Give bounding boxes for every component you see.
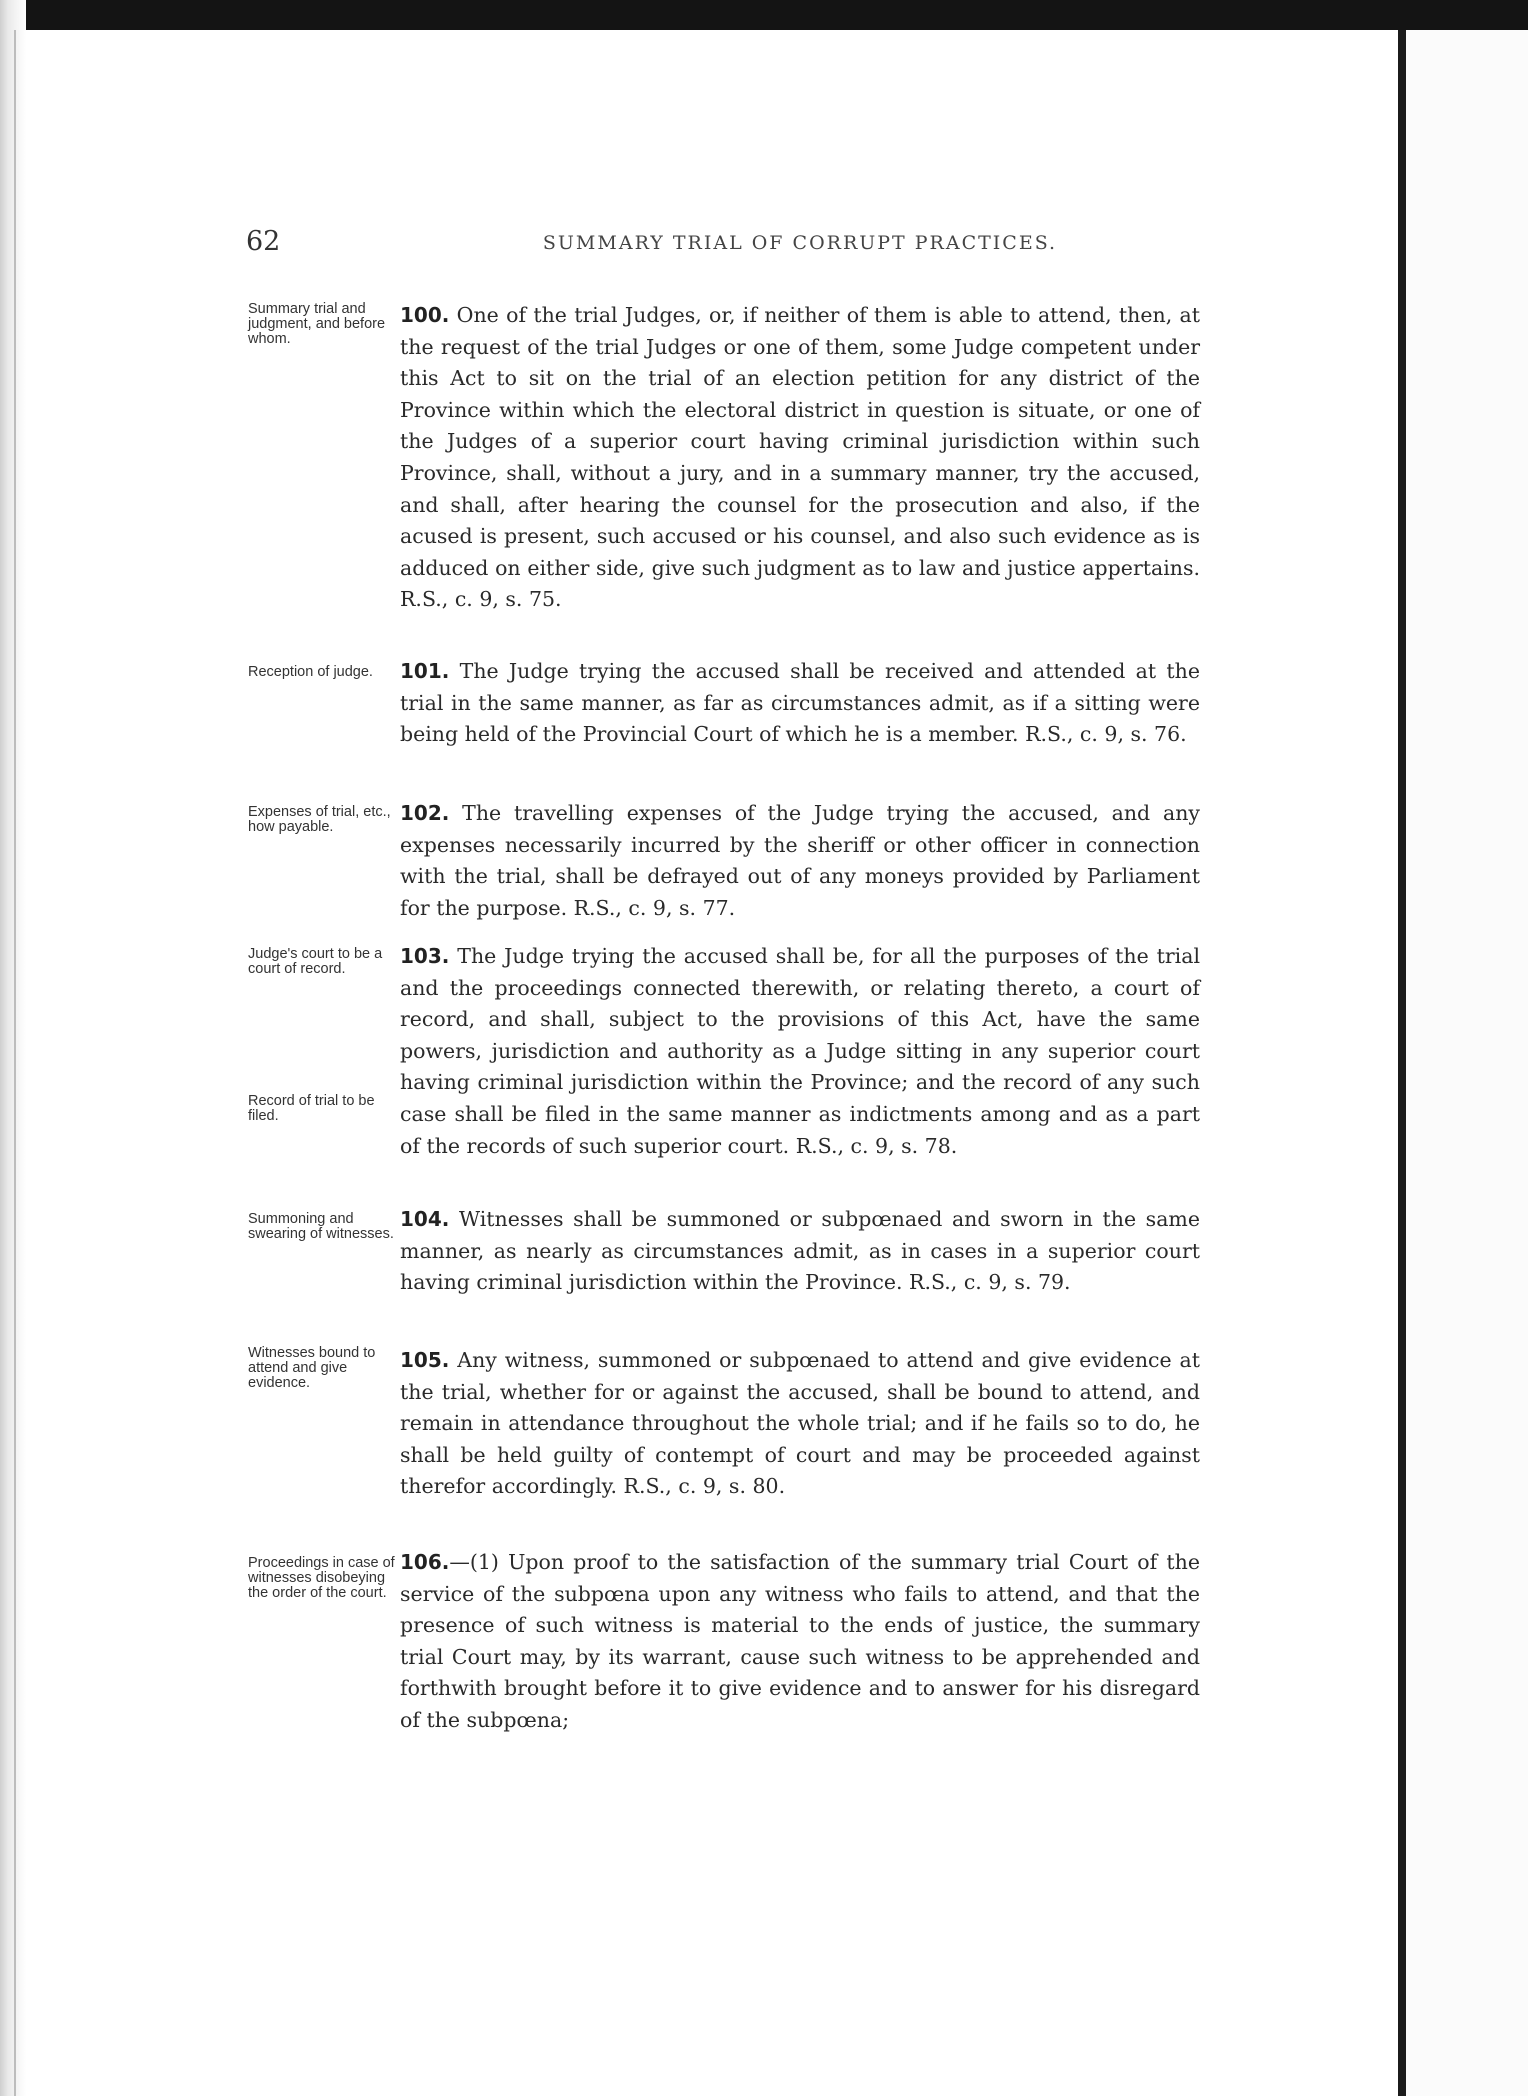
margin-note: Summary trial and judgment, and before whom. [248,301,386,347]
section-number: 103. [400,944,450,968]
section-number: 101. [400,659,450,683]
section-101 [400,656,1200,751]
scan-top-border [0,0,1528,30]
section-text: The Judge trying the accused shall be, for all the purposes of the trial and the proceedings connected therewith, or relating thereto, a court of record, and shall, subject to the provisions of this Act, have the same powers, jurisdiction and authority as a Judge sitting in any superior court having criminal jurisdiction within the Province; and the record of any such case shall be filed in the same manner as indictments among and as a part of the records of such superior court. R.S., c. 9, s. 78. [400,944,1200,1158]
section-number: 104. [400,1207,450,1231]
section-102 [400,798,1200,924]
facing-page-edge [1406,30,1528,2096]
margin-note: Reception of judge. [248,664,373,680]
book-gutter [1398,30,1406,2096]
section-106 [400,1547,1200,1737]
section-text: One of the trial Judges, or, if neither of them is able to attend, then, at the request of the trial Judges or one of them, some Judge competent under this Act to sit on the trial of an election petition for any district of the Province within which the electoral district in question is situate, or one of the Judges of a superior court having criminal jurisdiction within such Province, shall, without a jury, and in a summary manner, try the accused, and shall, after hearing the counsel for the prosecution and also, if the acused is present, such accused or his counsel, and also such evidence as is adduced on either side, give such judgment as to law and justice appertains. R.S., c. 9, s. 75. [400,303,1200,612]
margin-note: Judge's court to be a court of record. [248,946,383,977]
margin-note: Proceedings in case of witnesses disobeying the order of the court. [248,1555,395,1601]
section-number: 106. [400,1550,450,1574]
section-100 [400,300,1200,616]
section-text: The travelling expenses of the Judge trying the accused, and any expenses necessarily incurred by the sheriff or other officer in connection with the trial, shall be defrayed out of any moneys provided by Parliament for the purpose. R.S., c. 9, s. 77. [400,801,1200,920]
section-number: 105. [400,1348,450,1372]
page-number: 62 [246,226,281,257]
section-text: Any witness, summoned or subpœnaed to attend and give evidence at the trial, whether for or against the accused, shall be bound to attend, and remain in attendance throughout the whole trial; and if he fails so to do, he shall be held guilty of contempt of court and may be proceeded against therefor accordingly. R.S., c. 9, s. 80. [400,1348,1200,1499]
running-title: SUMMARY TRIAL OF CORRUPT PRACTICES. [542,232,1058,254]
margin-note: Record of trial to be filed. [248,1093,375,1124]
margin-note: Summoning and swearing of witnesses. [248,1211,394,1242]
margin-note: Witnesses bound to attend and give evidence. [248,1345,376,1391]
section-103 [400,941,1200,1162]
scan-left-edge [0,0,26,2096]
section-number: 100. [400,303,450,327]
section-number: 102. [400,801,450,825]
section-105 [400,1345,1200,1503]
section-text: —(1) Upon proof to the satisfaction of the summary trial Court of the service of the subpœna upon any witness who fails to attend, and that the presence of such witness is material to the ends of justice, the summary trial Court may, by its warrant, cause such witness to be apprehended and forthwith brought before it to give evidence and to answer for his disregard of the subpœna; [400,1550,1200,1732]
margin-note: Expenses of trial, etc., how payable. [248,804,391,835]
section-text: The Judge trying the accused shall be received and attended at the trial in the same manner, as far as circumstances admit, as if a sitting were being held of the Provincial Court of which he is a member. R.S., c. 9, s. 76. [400,659,1200,747]
section-text: Witnesses shall be summoned or subpœnaed and sworn in the same manner, as nearly as circumstances admit, as in cases in a superior court having criminal jurisdiction within the Province. R.S., c. 9, s. 79. [400,1207,1200,1295]
section-104 [400,1204,1200,1299]
